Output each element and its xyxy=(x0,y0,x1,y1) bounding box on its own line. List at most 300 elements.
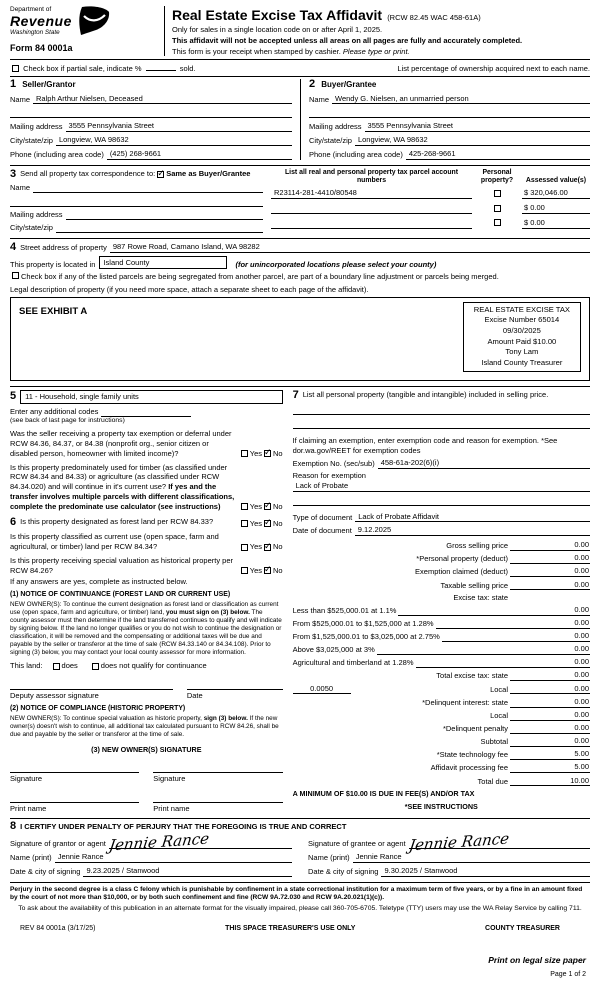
tax-row-local xyxy=(293,684,590,695)
seller-phone-input[interactable] xyxy=(107,149,292,160)
notice1-pre: NEW OWNER(S): To continue the current designation as forest land or classification as current use (open space, farm and agriculture, or timber) land, xyxy=(10,601,279,617)
buyer-name-label: Name xyxy=(309,94,330,104)
current-use-no-checkbox[interactable] xyxy=(264,544,271,551)
tax-input[interactable] xyxy=(398,607,554,616)
no-label: No xyxy=(273,518,283,528)
grantor-print-name-row xyxy=(10,852,292,863)
partial-sale-label: Check box if partial sale, indicate % xyxy=(23,64,142,74)
question-historic xyxy=(10,556,283,576)
tax-value: 0.00 xyxy=(554,657,590,668)
buyer-address-label: Mailing address xyxy=(309,122,362,132)
stamp-treasurer-title: Island County Treasurer xyxy=(481,357,563,367)
tax-value: 0.00 xyxy=(554,644,590,655)
correspondence-address-row xyxy=(10,210,263,220)
owner-signature-row xyxy=(10,763,283,784)
notice2-post: If the new owner(s) doesn't wish to continue, all additional tax calculated pursuant to RCW 84.26, shall be due and payable by the seller or transferor at the time of sale. xyxy=(10,714,279,738)
personal-property-intro: List all personal property (tangible and intangible) included in selling price. xyxy=(302,389,549,399)
exemption-intro: If claiming an exemption, enter exemption code and reason for exemption. *See dor.wa.gov/REET for exemption codes xyxy=(292,435,558,455)
tax-input[interactable] xyxy=(510,555,554,564)
tax-label: *Personal property (deduct) xyxy=(416,554,508,564)
parcel-1-assessed-input[interactable] xyxy=(522,188,590,199)
notice-continuance-title: (1) NOTICE OF CONTINUANCE (FOREST LAND OR CURRENT USE) xyxy=(10,591,231,599)
reason-value: Lack of Probate xyxy=(295,480,349,490)
tax-value: 10.00 xyxy=(554,776,590,787)
tax-value: 0.00 xyxy=(554,684,590,695)
yes-label: Yes xyxy=(249,518,262,528)
tax-value: 5.00 xyxy=(554,762,590,773)
tax-label: *Delinquent penalty xyxy=(442,724,508,734)
tax-label: *State technology fee xyxy=(436,750,508,760)
predominate-yes-checkbox[interactable] xyxy=(241,503,248,510)
owner-print-1-col xyxy=(10,793,139,814)
footer-row xyxy=(10,924,590,933)
form-header xyxy=(10,6,590,60)
correspondence-block xyxy=(10,169,271,233)
tax-row-state-technology-fee xyxy=(293,749,590,760)
question-predominate-answers xyxy=(239,502,283,512)
form-number: Form 84 0001a xyxy=(10,42,73,53)
exemption-no-label: Exemption No. (sec/sub) xyxy=(292,459,375,469)
located-row xyxy=(10,256,590,270)
deputy-signature-label: Deputy assessor signature xyxy=(10,690,99,700)
seller-city-value: Longview, WA 98632 xyxy=(58,135,129,145)
owner-print-2-col xyxy=(153,793,282,814)
tax-value: 0.00 xyxy=(554,553,590,564)
land-does-not-checkbox[interactable] xyxy=(92,663,99,670)
tax-row-gross-selling-price xyxy=(293,540,590,551)
grantor-print-name-input[interactable] xyxy=(55,852,292,863)
owner-print-2-label: Print name xyxy=(153,803,190,813)
tax-label: Subtotal xyxy=(480,737,508,747)
section-1-seller xyxy=(10,79,300,159)
page-number: Page 1 of 2 xyxy=(550,970,586,978)
personal-property-input-1[interactable] xyxy=(293,404,590,415)
stamp-excise-number: Excise Number 65014 xyxy=(484,315,560,325)
exemption-no-value: 458-61a-202(6)(i) xyxy=(380,458,440,468)
tax-value: 0.00 xyxy=(554,723,590,734)
tax-input[interactable] xyxy=(510,738,554,747)
deputy-date-label: Date xyxy=(186,690,203,700)
parcel-table xyxy=(271,169,590,233)
owner-print-1-label: Print name xyxy=(10,803,47,813)
parcel-row-2 xyxy=(271,203,590,214)
section-3-number: 3 xyxy=(10,167,17,180)
parcel-1-value: R23114-281-4410/80548 xyxy=(274,188,357,198)
yes-label: Yes xyxy=(249,565,262,575)
parcel-3-value xyxy=(271,218,274,227)
located-label: This property is located in xyxy=(10,259,96,269)
tax-row-affidavit-processing-fee xyxy=(293,762,590,773)
form-title-rcw: (RCW 82.45 WAC 458-61A) xyxy=(387,13,481,22)
grantee-print-name-label: Name (print) xyxy=(308,853,350,863)
buyer-name-value: Wendy G. Nielsen, an unmarried person xyxy=(335,93,469,103)
treasurer-stamp xyxy=(463,302,581,372)
owner-signature-1-input[interactable] xyxy=(10,763,139,773)
tax-label: Above $3,025,000 at 3% xyxy=(292,645,375,655)
land-does-label: does xyxy=(61,661,78,671)
tax-input[interactable] xyxy=(510,672,554,681)
deputy-signature-input[interactable] xyxy=(10,680,173,690)
tax-input[interactable] xyxy=(377,646,554,655)
grantor-print-name-value: Jennie Rance xyxy=(57,852,104,862)
tax-input[interactable] xyxy=(510,712,554,721)
perjury-notice: Perjury in the second degree is a class C felony which is punishable by confinement in a state correctional institution for a maximum term of five years, or by a fine in an amount fixed by the court of not more than $10,000, or by both such confinement and fine (RCW 9A.72.030 and RCW 9A.20.021(1)(c)). xyxy=(10,885,583,901)
street-address-row xyxy=(10,242,590,253)
see-instructions-note: *SEE INSTRUCTIONS xyxy=(404,801,478,811)
tax-label: Gross selling price xyxy=(446,541,508,551)
main-columns xyxy=(10,387,590,820)
buyer-phone-input[interactable] xyxy=(406,149,590,160)
tax-input[interactable] xyxy=(510,777,554,786)
section-5-number: 5 xyxy=(10,390,17,403)
ownership-note: List percentage of ownership acquired next to each name. xyxy=(397,64,590,74)
question-forest-answers xyxy=(239,519,283,529)
exemption-no-checkbox[interactable] xyxy=(264,450,271,457)
tax-label: Local xyxy=(490,710,508,720)
section-3 xyxy=(10,166,590,239)
land-qualify-row xyxy=(10,661,283,671)
land-does-checkbox[interactable] xyxy=(53,663,60,670)
historic-yes-checkbox[interactable] xyxy=(241,567,248,574)
tax-row-excise-tax-state xyxy=(293,593,590,603)
tax-value: 0.00 xyxy=(554,618,590,629)
tax-input[interactable] xyxy=(510,699,554,708)
tax-label: Less than $525,000.01 at 1.1% xyxy=(292,605,397,615)
parcel-2-input[interactable] xyxy=(271,203,472,214)
segregate-row xyxy=(10,272,590,282)
grantee-signing-block xyxy=(308,829,590,876)
parcel-row-1 xyxy=(271,188,590,199)
notice1-bold: you must sign on (3) below. xyxy=(165,609,250,617)
buyer-name-row xyxy=(309,94,590,105)
parcel-table-header xyxy=(271,169,590,185)
correspondence-address-label: Mailing address xyxy=(10,209,63,219)
seller-extra-name-input[interactable] xyxy=(10,107,292,118)
historic-no-checkbox[interactable] xyxy=(264,567,271,574)
parcel-3-assessed-value: $ 0.00 xyxy=(524,217,545,227)
right-column xyxy=(293,390,590,814)
parcel-3-input[interactable] xyxy=(271,218,472,229)
county-treasurer-label: COUNTY TREASURER xyxy=(485,925,560,932)
buyer-extra-name-input[interactable] xyxy=(309,107,590,118)
tax-input[interactable] xyxy=(442,633,554,642)
this-land-label: This land: xyxy=(10,661,43,671)
partial-sale-checkbox[interactable] xyxy=(12,65,19,72)
grantee-date-city-input[interactable] xyxy=(381,866,590,877)
grantee-print-name-input[interactable] xyxy=(353,852,590,863)
correspondence-name-label: Name xyxy=(10,182,31,192)
tax-row-total-excise-state xyxy=(293,670,590,681)
doc-type-input[interactable] xyxy=(355,512,590,523)
tax-row-total-due xyxy=(293,776,590,787)
tax-row-exemption-claimed xyxy=(293,566,590,577)
tax-computation xyxy=(293,540,590,786)
partial-sale-percent-input[interactable] xyxy=(146,63,176,71)
seller-phone-value: (425) 268-9661 xyxy=(109,148,162,158)
stamp-treasurer-name: Tony Lam xyxy=(505,347,539,357)
grantee-signature-row xyxy=(308,829,590,856)
stamp-amount-paid: Amount Paid $10.00 xyxy=(487,336,557,346)
question-exemption-answers xyxy=(239,449,283,459)
print-legal-size-note: Print on legal size paper xyxy=(488,954,586,965)
section-1-number: 1 xyxy=(10,78,17,91)
notice-compliance-title: (2) NOTICE OF COMPLIANCE (HISTORIC PROPERTY) xyxy=(10,704,186,712)
buyer-address-input[interactable] xyxy=(365,121,590,132)
tax-input[interactable] xyxy=(510,568,554,577)
tax-label: Taxable selling price xyxy=(440,580,508,590)
send-correspondence-label: Send all property tax correspondence to: xyxy=(20,169,156,179)
seller-name-input[interactable] xyxy=(33,94,292,105)
form-title: Real Estate Excise Tax Affidavit xyxy=(172,7,383,23)
grantee-signature-input[interactable] xyxy=(407,829,590,856)
correspondence-name-input[interactable] xyxy=(33,183,263,193)
county-select[interactable] xyxy=(99,256,227,270)
parcel-1-assessed-value: $ 320,046.00 xyxy=(524,188,568,198)
yes-label: Yes xyxy=(249,542,262,552)
parcel-3-personal-cell xyxy=(472,218,522,228)
tax-value: 0.00 xyxy=(554,566,590,577)
seller-phone-label: Phone (including area code) xyxy=(10,149,104,159)
tax-input[interactable] xyxy=(510,542,554,551)
seller-address-value: 3555 Pennsylvania Street xyxy=(68,121,155,131)
owner-signature-2-input[interactable] xyxy=(153,763,282,773)
tax-input[interactable] xyxy=(436,620,554,629)
exemption-yes-checkbox[interactable] xyxy=(241,450,248,457)
personal-property-input-2[interactable] xyxy=(293,418,590,429)
correspondence-city-label: City/state/zip xyxy=(10,222,53,232)
minimum-due-note: A MINIMUM OF $10.00 IS DUE IN FEE(S) AND/OR TAX xyxy=(292,789,475,799)
notice2-bold: sign (3) below. xyxy=(203,714,248,722)
doc-type-row xyxy=(293,512,590,523)
parcel-2-assessed-input[interactable] xyxy=(522,203,590,214)
buyer-phone-row xyxy=(309,149,590,160)
assessed-value-header: Assessed value(s) xyxy=(525,176,587,184)
same-as-buyer-checkbox[interactable] xyxy=(157,171,164,178)
parcel-1-personal-checkbox[interactable] xyxy=(494,190,501,197)
tax-value: 0.00 xyxy=(554,605,590,616)
exemption-no-row xyxy=(293,458,590,469)
forest-no-checkbox[interactable] xyxy=(264,520,271,527)
tax-value: 0.00 xyxy=(554,697,590,708)
correspondence-name-row xyxy=(10,183,263,193)
tax-value: 0.00 xyxy=(554,580,590,591)
seller-city-row xyxy=(10,135,292,146)
yes-label: Yes xyxy=(249,501,262,511)
doc-type-value: Lack of Probate Affidavit xyxy=(358,511,439,521)
grantor-date-city-label: Date & city of signing xyxy=(10,866,81,876)
tax-input[interactable] xyxy=(510,725,554,734)
exemption-no-input[interactable] xyxy=(378,458,590,469)
tax-row-taxable-selling-price xyxy=(293,580,590,591)
owner-print-2-input[interactable] xyxy=(153,793,282,803)
deputy-date-input[interactable] xyxy=(187,680,283,690)
predominate-text-normal: Is this property predominately used for timber (as classified under RCW 84.34 and 84.33) or agriculture (as classified under RCW 84.34.020) and will continue in it's current use? xyxy=(10,462,228,492)
street-address-value: 987 Rowe Road, Camano Island, WA 98282 xyxy=(112,241,260,251)
buyer-address-value: 3555 Pennsylvania Street xyxy=(367,121,454,131)
question-predominate-use xyxy=(10,463,283,512)
additional-codes-row xyxy=(10,407,283,417)
tax-label: Total due xyxy=(477,776,508,786)
tax-label: From $525,000.01 to $1,525,000 at 1.28% xyxy=(292,618,434,628)
buyer-city-value: Longview, WA 98632 xyxy=(357,135,428,145)
doc-date-row xyxy=(293,525,590,536)
reason-extra-input[interactable] xyxy=(293,495,590,506)
segregate-label: Check box if any of the listed parcels are being segregated from another parcel, are part of a boundary line adjustment or parcels being merged. xyxy=(21,272,499,282)
grantor-signature-input[interactable] xyxy=(107,829,292,856)
grantor-date-city-input[interactable] xyxy=(83,866,292,877)
tax-row-bracket-3 xyxy=(293,631,590,642)
parcel-2-personal-checkbox[interactable] xyxy=(494,205,501,212)
additional-codes-input[interactable] xyxy=(101,407,191,417)
section-4 xyxy=(10,239,590,387)
tax-label: Excise tax: state xyxy=(453,592,508,602)
tax-value: 0.00 xyxy=(554,736,590,747)
alternate-format-notice: To ask about the availability of this publication in an alternate format for the visually impaired, please call 360-705-6705. Teletype (TTY) users may use the WA Relay Service by calling 711. xyxy=(18,905,582,913)
grantor-signature-row xyxy=(10,829,292,856)
grantor-signature-value: Jennie Rance xyxy=(107,829,211,856)
predominate-no-checkbox[interactable] xyxy=(264,503,271,510)
grantee-date-city-value: 9.30.2025 / Stanwood xyxy=(384,865,458,875)
deputy-signature-col xyxy=(10,680,173,701)
no-label: No xyxy=(273,448,283,458)
seller-address-label: Mailing address xyxy=(10,122,63,132)
deputy-date-col xyxy=(187,680,283,701)
parcel-1-personal-cell xyxy=(472,189,522,199)
legal-description-label: Legal description of property (if you need more space, attach a separate sheet to each page of the affidavit). xyxy=(10,285,369,295)
tax-label: Affidavit processing fee xyxy=(430,763,508,773)
buyer-name-input[interactable] xyxy=(332,94,590,105)
owner-print-1-input[interactable] xyxy=(10,793,139,803)
correspondence-city-input[interactable] xyxy=(56,223,263,233)
seller-city-input[interactable] xyxy=(56,135,292,146)
tax-input[interactable] xyxy=(510,581,554,590)
legal-description-value: SEE EXHIBIT A xyxy=(19,305,88,317)
section-8 xyxy=(10,819,590,882)
tax-input[interactable] xyxy=(510,685,554,694)
no-label: No xyxy=(273,542,283,552)
left-column xyxy=(10,390,283,814)
land-use-code-box[interactable] xyxy=(20,390,282,404)
notice-compliance-body xyxy=(10,715,283,739)
forest-yes-checkbox[interactable] xyxy=(241,520,248,527)
grantee-signature-value: Jennie Rance xyxy=(407,829,510,856)
question-historic-text: Is this property receiving special valuation as historical property per RCW 84.26? xyxy=(10,555,234,575)
dor-logo-block xyxy=(10,6,160,56)
tax-row-bracket-4 xyxy=(293,644,590,655)
parties-row xyxy=(10,77,590,165)
predominate-text-bold: If yes and the transfer involves multiple parcels with different classifications, complete the predominate use calculator (see instructions) xyxy=(10,482,235,511)
parcel-2-assessed-value: $ 0.00 xyxy=(524,203,545,213)
tax-value: 0.00 xyxy=(554,710,590,721)
tax-row-delinquent-interest-local xyxy=(293,710,590,721)
buyer-city-input[interactable] xyxy=(355,135,590,146)
correspondence-city-row xyxy=(10,223,263,233)
sold-label: sold. xyxy=(179,64,196,74)
section-6-number: 6 xyxy=(10,516,17,529)
tax-label: Agricultural and timberland at 1.28% xyxy=(292,658,414,668)
notice1-post: The county assessor must then determine if the land transferred continues to qualify and will indicate by signing below. If the land no longer qualifies or you do not wish to continue the designation or classification, it will be removed and the compensating or additional taxes will be due and payable by the seller or transferor at the time of sale (RCW 84.33.140 or 84.34.108). Prior to signing (3) below, you may contact your local county assessor for more information. xyxy=(10,609,282,657)
section-7-head xyxy=(293,390,590,401)
grantee-signature-label: Signature of grantee or agent xyxy=(308,839,406,849)
seller-name-row xyxy=(10,94,292,105)
seller-city-label: City/state/zip xyxy=(10,136,53,146)
tax-input[interactable] xyxy=(510,751,554,760)
tax-row-delinquent-interest-state xyxy=(293,697,590,708)
parcel-row-3 xyxy=(271,218,590,229)
street-address-input[interactable] xyxy=(110,242,590,253)
parcel-1-input[interactable] xyxy=(271,188,472,199)
question-historic-answers xyxy=(239,566,283,576)
section-8-number: 8 xyxy=(10,820,17,833)
tax-label: Exemption claimed (deduct) xyxy=(415,567,508,577)
located-note: (for unincorporated locations please select your county) xyxy=(235,259,437,269)
doc-date-input[interactable] xyxy=(355,525,590,536)
tax-value: 0.00 xyxy=(554,631,590,642)
grantee-date-city-label: Date & city of signing xyxy=(308,866,379,876)
current-use-yes-checkbox[interactable] xyxy=(241,544,248,551)
tax-label: Local xyxy=(490,684,508,694)
segregate-checkbox[interactable] xyxy=(12,272,19,279)
personal-property-header: Personal property? xyxy=(480,168,514,184)
tax-input[interactable] xyxy=(416,659,555,668)
header-note-3-italic: Please type or print. xyxy=(342,46,410,56)
stamp-date: 09/30/2025 xyxy=(502,326,541,336)
question-current-use xyxy=(10,532,283,552)
stamp-title: REAL ESTATE EXCISE TAX xyxy=(473,304,570,314)
street-address-label: Street address of property xyxy=(20,242,107,252)
question-forest-text: Is this property designated as forest land per RCW 84.33? xyxy=(20,517,214,527)
revenue-flag-logo-icon xyxy=(75,6,111,36)
washington-state-label: Washington State xyxy=(10,29,60,37)
section-7-number: 7 xyxy=(292,388,299,401)
owner-signature-2-col xyxy=(153,763,282,784)
department-of-label: Department of xyxy=(10,6,52,13)
reason-for-exemption-label: Reason for exemption xyxy=(292,471,366,481)
grantor-signature-label: Signature of grantor or agent xyxy=(10,839,106,849)
county-value: Island County xyxy=(103,257,150,267)
grantee-date-city-row xyxy=(308,866,590,877)
header-note-2: This affidavit will not be accepted unless all areas on all pages are fully and accurately completed. xyxy=(172,35,523,45)
tax-input[interactable] xyxy=(510,764,554,773)
tax-row-bracket-2 xyxy=(293,618,590,629)
correspondence-extra-input[interactable] xyxy=(10,196,263,207)
local-rate-value[interactable]: 0.0050 xyxy=(293,684,351,695)
deputy-assessor-row xyxy=(10,680,283,701)
reason-input[interactable] xyxy=(293,481,590,492)
correspondence-address-input[interactable] xyxy=(66,210,263,220)
parcel-3-assessed-input[interactable] xyxy=(522,218,590,229)
buyer-phone-label: Phone (including area code) xyxy=(309,149,403,159)
tax-value: 0.00 xyxy=(554,670,590,681)
parcel-3-personal-checkbox[interactable] xyxy=(494,219,501,226)
land-use-code-value: 11 - Household, single family units xyxy=(25,391,139,401)
grantor-print-name-label: Name (print) xyxy=(10,853,52,863)
certify-label: I CERTIFY UNDER PENALTY OF PERJURY THAT THE FOREGOING IS TRUE AND CORRECT xyxy=(20,822,347,832)
tax-row-bracket-1 xyxy=(293,605,590,616)
owner-signature-1-label: Signature xyxy=(10,773,43,783)
buyer-heading: Buyer/Grantee xyxy=(321,80,377,90)
tax-label: Total excise tax: state xyxy=(436,671,508,681)
grantee-print-name-row xyxy=(308,852,590,863)
question-current-use-answers xyxy=(239,542,283,552)
legal-description-box[interactable] xyxy=(10,297,590,381)
seller-address-input[interactable] xyxy=(66,121,292,132)
same-as-buyer-label: Same as Buyer/Grantee xyxy=(166,169,251,179)
parcel-header: List all real and personal property tax parcel account numbers xyxy=(284,168,459,184)
question-forest-land xyxy=(10,517,283,528)
reason-row xyxy=(293,481,590,492)
if-yes-note: If any answers are yes, complete as instructed below. xyxy=(10,577,188,587)
